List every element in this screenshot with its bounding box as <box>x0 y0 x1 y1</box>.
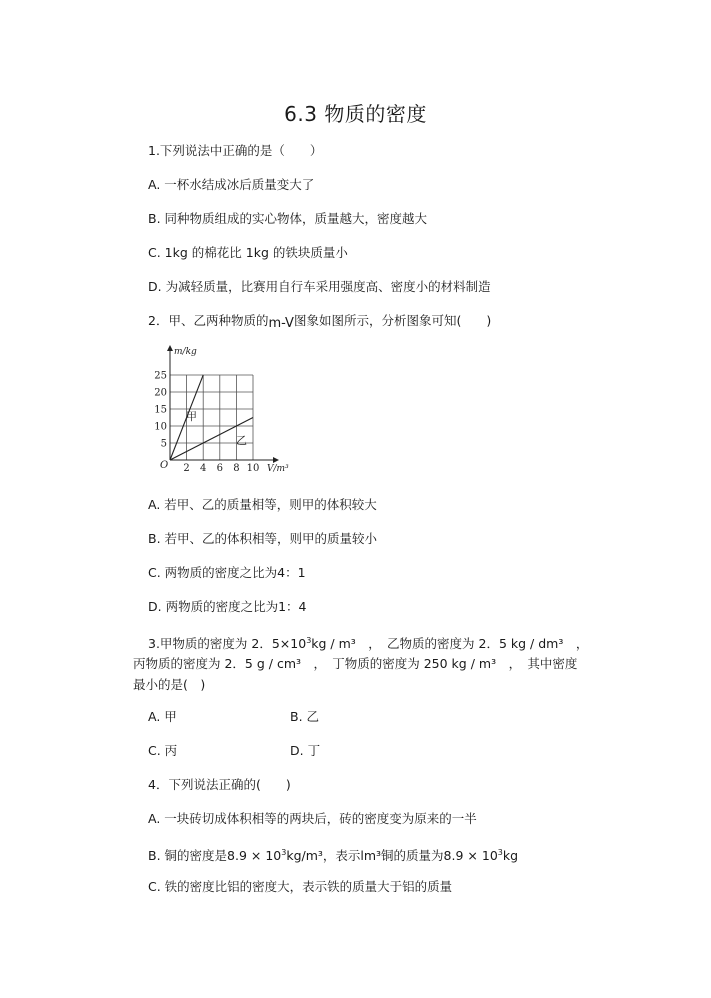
q3-option-c: C. 丙 <box>148 743 178 758</box>
q4-option-b <box>148 845 518 864</box>
q1-option-a: A. 一杯水结成冰后质量变大了 <box>148 177 315 192</box>
y-tick-label: 15 <box>154 404 167 416</box>
q4-option-c: C. 铁的密度比铝的密度大，表示铁的质量大于铝的质量 <box>148 879 453 894</box>
q4-stem: 4．下列说法正确的( ) <box>148 777 291 792</box>
q2-option-c: C. 两物质的密度之比为4：1 <box>148 565 306 580</box>
q3-option-d: D. 丁 <box>290 743 321 758</box>
q4-option-a: A. 一块砖切成体积相等的两块后，砖的密度变为原来的一半 <box>148 811 477 826</box>
q2-stem <box>148 313 491 332</box>
q4-b-c: kg <box>502 848 519 863</box>
m-v-chart <box>150 342 300 477</box>
q1-option-b: B. 同种物质组成的实心物体，质量越大，密度越大 <box>148 211 428 226</box>
q3-line1-a: 3.甲物质的密度为 2．5×10 <box>148 636 307 651</box>
q4-b-sup1: 3 <box>281 848 287 857</box>
q2-option-d: D. 两物质的密度之比为1：4 <box>148 599 307 614</box>
q4-b-a: B. 铜的密度是8.9 × 10 <box>148 848 282 863</box>
y-tick-label: 10 <box>154 421 167 433</box>
x-tick-label: 2 <box>183 463 190 474</box>
x-axis-label: V/m³ <box>267 464 289 474</box>
q3-option-b: B. 乙 <box>290 709 320 724</box>
q4-b-sup2: 3 <box>497 848 503 857</box>
q1-option-c: C. 1kg 的棉花比 1kg 的铁块质量小 <box>148 245 348 260</box>
q3-line-1 <box>148 633 588 652</box>
q2-option-a: A. 若甲、乙的质量相等，则甲的体积较大 <box>148 497 377 512</box>
q3-line1-b: kg / m³ ， 乙物质的密度为 2．5 kg / dm³ ， <box>311 636 589 651</box>
y-tick-label: 5 <box>160 438 167 450</box>
q1-stem: 1.下列说法中正确的是（ ） <box>148 143 323 158</box>
q2-stem-mv: m-V <box>268 316 294 331</box>
series-label-1: 甲 <box>186 410 197 423</box>
q3-line1-sup: 3 <box>306 636 312 645</box>
q3-line-3: 最小的是( ) <box>133 677 206 692</box>
y-axis-arrow <box>167 345 173 351</box>
y-axis-label: m/kg <box>174 347 197 357</box>
x-tick-label: 10 <box>246 463 260 474</box>
series-label-2: 乙 <box>236 434 247 447</box>
y-tick-label: 25 <box>154 370 167 382</box>
y-tick-label: 20 <box>154 387 167 399</box>
page-title: 6.3 物质的密度 <box>284 102 427 126</box>
x-tick-label: 4 <box>200 463 207 474</box>
q2-stem-post: 图象如图所示，分析图象可知( ) <box>293 313 492 328</box>
x-axis-arrow <box>273 457 279 463</box>
origin-label: O <box>160 460 169 471</box>
q2-stem-pre: 2．甲、乙两种物质的 <box>148 313 269 328</box>
q2-option-b: B. 若甲、乙的体积相等，则甲的质量较小 <box>148 531 378 546</box>
q3-option-a: A. 甲 <box>148 709 177 724</box>
q4-b-b: kg/m³，表示lm³铜的质量为8.9 × 10 <box>286 848 498 863</box>
x-tick-label: 8 <box>233 463 240 474</box>
q1-option-d: D. 为减轻质量，比赛用自行车采用强度高、密度小的材料制造 <box>148 279 491 294</box>
x-tick-label: 6 <box>216 463 223 474</box>
q3-line-2: 丙物质的密度为 2．5 g / cm³ ， 丁物质的密度为 250 kg / m³ ， 其中密度 <box>133 656 578 671</box>
